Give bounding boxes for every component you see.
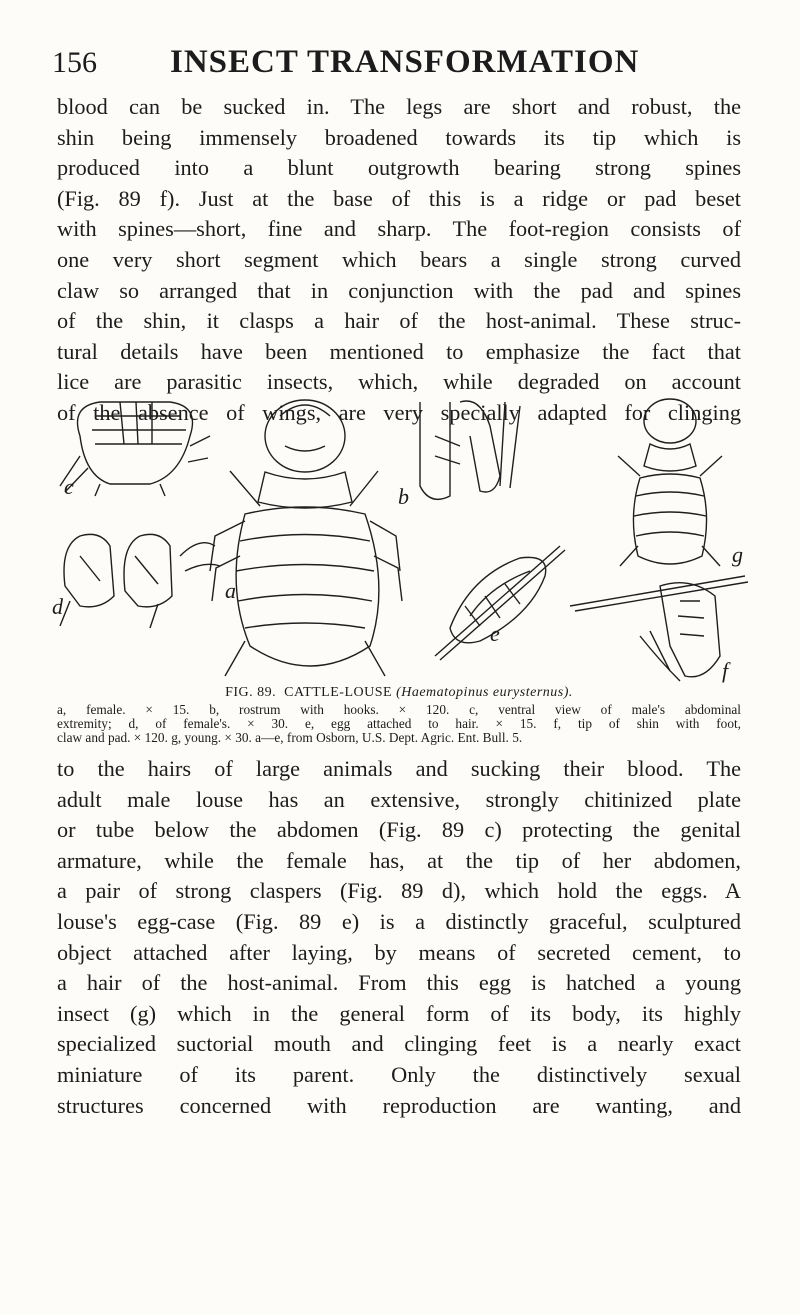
text-line: of the absence of wings, are very specially adapted for clinging — [57, 399, 741, 425]
caption-line: a, female. × 15. b, rostrum with hooks. × 120. c, ventral view of male's abdominal — [57, 702, 741, 717]
drawing-female-louse — [210, 400, 402, 676]
text-line: lice are parasitic insects, which, while degraded on account — [57, 369, 741, 395]
text-line: tural details have been mentioned to emphasize the fact that — [57, 338, 741, 364]
caption-title — [57, 686, 741, 700]
figure-illustration — [40, 396, 760, 690]
text-line: specialized suctorial mouth and clinging feet is a nearly exact — [57, 1031, 741, 1057]
figure-caption — [57, 686, 741, 745]
text-line: adult male louse has an extensive, strongly chitinized plate — [57, 786, 741, 812]
text-line: a hair of the host-animal. From this egg is hatched a young — [57, 970, 741, 996]
page-number: 156 — [52, 46, 97, 79]
figure-label-c: c — [64, 474, 74, 499]
text-line: blood can be sucked in. The legs are short and robust, the — [57, 94, 741, 119]
drawing-rostrum — [420, 401, 520, 499]
caption-fig-number: FIG. 89. — [225, 685, 277, 700]
text-line: produced into a blunt outgrowth bearing strong spines — [57, 155, 741, 181]
running-head: INSECT TRANSFORMATION — [170, 44, 640, 80]
caption-line: claw and pad. × 120. g, young. × 30. a—e, from Osborn, U.S. Dept. Agric. Ent. Bull. 5. — [57, 730, 523, 745]
text-line: structures concerned with reproduction are wanting, and — [57, 1092, 741, 1118]
figure-label-f: f — [722, 658, 729, 683]
text-line: claw so arranged that in conjunction with the pad and spines — [57, 277, 741, 303]
figure-label-g: g — [732, 542, 743, 567]
page-header — [52, 40, 752, 90]
text-line: (Fig. 89 f). Just at the base of this is a ridge or pad beset — [57, 185, 741, 211]
drawing-egg-on-hair — [435, 546, 565, 660]
text-line: armature, while the female has, at the tip of her abdomen, — [57, 847, 741, 873]
drawing-female-extremity — [60, 534, 220, 628]
figure-cattle-louse — [40, 396, 760, 690]
text-line: shin being immensely broadened towards its tip which is — [57, 124, 741, 150]
text-line: a pair of strong claspers (Fig. 89 d), which hold the eggs. A — [57, 878, 741, 904]
text-line: miniature of its parent. Only the distinctively sexual — [57, 1061, 741, 1087]
caption-title-text: CATTLE-LOUSE — [284, 685, 393, 700]
figure-label-e: e — [490, 621, 500, 646]
text-line: object attached after laying, by means of secreted cement, to — [57, 939, 741, 965]
figure-label-a: a — [225, 578, 236, 603]
drawing-young-louse — [618, 399, 722, 566]
text-line: or tube below the abdomen (Fig. 89 c) protecting the genital — [57, 817, 741, 843]
text-line: to the hairs of large animals and sucking their blood. The — [57, 756, 741, 781]
text-line: louse's egg-case (Fig. 89 e) is a distinctly graceful, sculptured — [57, 908, 741, 934]
text-line: of the shin, it clasps a hair of the host-animal. These struc- — [57, 308, 741, 334]
paragraph-top — [57, 92, 741, 429]
caption-species: (Haematopinus eurysternus). — [396, 685, 573, 700]
text-line: insect (g) which in the general form of its body, its highly — [57, 1000, 741, 1026]
text-line: one very short segment which bears a single strong curved — [57, 246, 741, 272]
figure-label-d: d — [52, 594, 63, 619]
text-line: with spines—short, fine and sharp. The foot-region consists of — [57, 216, 741, 242]
drawing-male-abdomen — [60, 402, 210, 496]
paragraph-bottom — [57, 754, 741, 1121]
caption-line: extremity; d, of female's. × 30. e, egg attached to hair. × 15. f, tip of shin with foot, — [57, 716, 741, 731]
figure-label-b: b — [398, 484, 409, 509]
